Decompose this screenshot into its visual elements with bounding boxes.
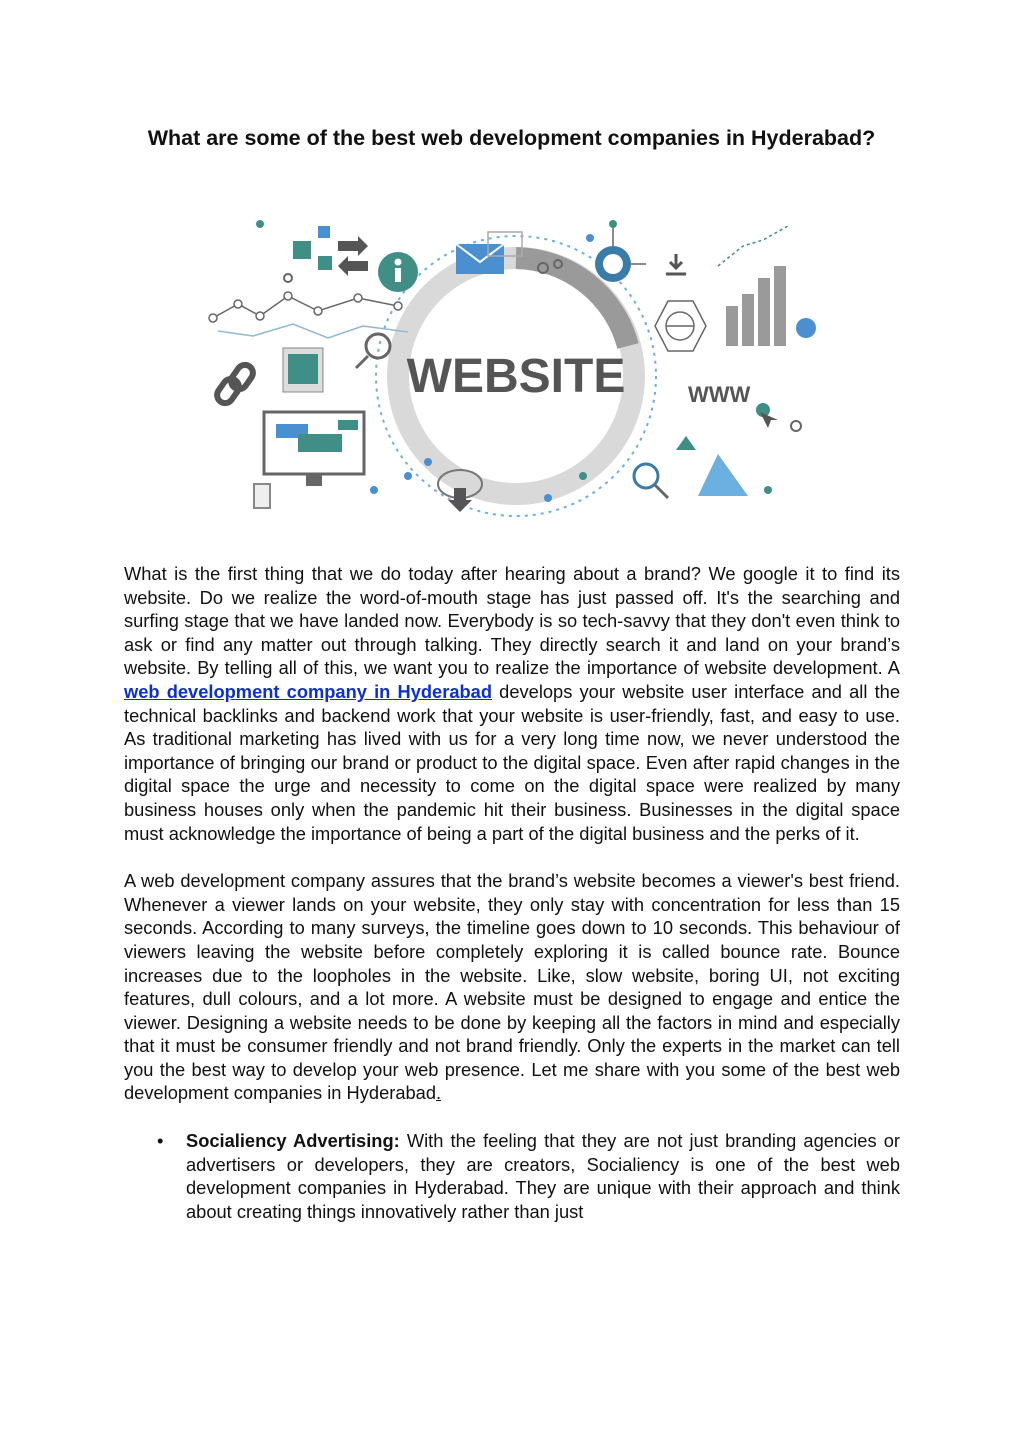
cursor-icon: [756, 403, 778, 428]
link-icon: [214, 362, 256, 406]
paragraph-intro: What is the first thing that we do today after hearing about a brand? We google it to find its website. Do we realize the word-of-mouth stage has just passed off. It's the searching and surfing stage that we have landed now. Everybody is so tech-savvy that they don't even think to ask or find any matter out through talking. They directly search it and land on your brand’s website. By telling all of this, we want you to realize the importance of website development. A web development company in Hyderabad develops your website user interface and all the technical backlinks and backend work that your website is user-friendly, fast, and easy to use. As traditional marketing has lived with us for a very long time now, we never understood the importance of bringing our brand or product to the digital space. Even after rapid changes in the digital space the urge and necessity to come on the digital space were realized by many business houses only when the pandemic hit their business. Businesses in the digital space must acknowledge the importance of being a part of the digital business and the perks of it.: [124, 563, 900, 844]
website-word: WEBSITE: [406, 350, 626, 403]
pie-icon: [796, 318, 816, 338]
info-icon: [378, 252, 418, 292]
company-name: Socialiency Advertising:: [186, 1130, 400, 1152]
list-item: [124, 1129, 900, 1223]
arrows-icon: [338, 236, 368, 276]
calculator-icon: [283, 348, 323, 392]
www-label: WWW: [688, 382, 751, 407]
network-graph-left: [209, 292, 408, 338]
cube-icons: [293, 226, 332, 270]
monitor-icon: [264, 412, 364, 486]
page-title: What are some of the best web development companies in Hyderabad?: [147, 126, 876, 150]
phone-icon: [254, 484, 270, 508]
web-development-company-link[interactable]: web development company in Hyderabad: [124, 680, 492, 702]
bullet: •: [157, 1130, 164, 1152]
bar-chart-icon: [718, 226, 788, 346]
globe-icon: [655, 301, 706, 351]
companies-list: [124, 1129, 900, 1223]
article-body: [124, 562, 900, 1223]
website-illustration: [198, 206, 828, 536]
target-icon: [586, 220, 646, 282]
company-description: With the feeling that they are not just branding agencies or advertisers or developers, they are creators, Socialiency is one of the best web development companies in Hyderabad. They are unique with their approach and think about creating things innovatively rather than just: [186, 1130, 900, 1222]
triangle-icons: [676, 436, 748, 496]
paragraph-bounce-rate: A web development company assures that the brand’s website becomes a viewer's best friend. Whenever a viewer lands on your website, they only stay with concentration for less than 15 seconds. According to many surveys, the timeline goes down to 10 seconds. This behaviour of viewers leaving the website before completely exploring it is called bounce rate. Bounce increases due to the loopholes in the website. Like, slow website, boring UI, not exciting features, dull colours, and a lot more. A website must be designed to engage and entice the viewer. Designing a website needs to be done by keeping all the factors in mind and especially that it must be consumer friendly and not brand friendly. Only the experts in the market can tell you the best way to develop your web presence. Let me share with you some of the best web development companies in Hyderabad.: [124, 870, 900, 1104]
download-icon: [666, 254, 686, 274]
